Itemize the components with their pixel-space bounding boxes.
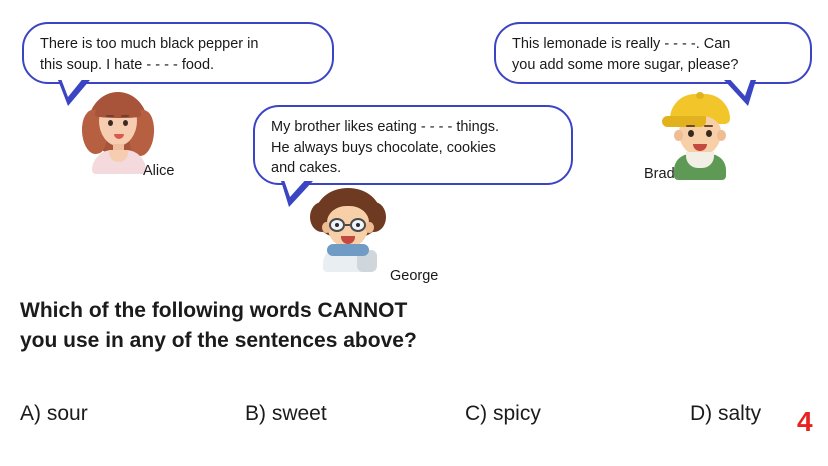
character-name-george: George [390, 268, 439, 284]
speech-bubble-george [253, 105, 573, 185]
eye-left [335, 223, 339, 227]
bubble-line: you add some more sugar, please? [512, 56, 739, 73]
bubble-line: There is too much black pepper in [40, 36, 259, 52]
speech-bubble-tail-fill-george [283, 177, 308, 197]
speech-bubble-alice [22, 22, 334, 84]
eye-left [108, 120, 113, 126]
answer-option-a[interactable]: A) sour [20, 402, 88, 425]
answer-option-d[interactable]: D) salty [690, 402, 762, 425]
character-name-alice: Alice [143, 163, 175, 179]
character-illustration-george [305, 186, 391, 278]
cap-button [696, 92, 704, 99]
question-text [20, 296, 560, 357]
character-name-brad: Brad [644, 166, 675, 182]
bubble-line: My brother likes eating - - - - things. [271, 119, 500, 135]
bubble-line: this soup. I hate - - - - food. [40, 56, 215, 73]
eyebrow-left [686, 125, 695, 127]
eyebrow-left [106, 115, 114, 117]
answer-option-b[interactable]: B) sweet [245, 402, 327, 425]
bubble-line: He always buys chocolate, cookies [271, 139, 496, 156]
ear-left [674, 130, 683, 141]
eyebrow-right [121, 115, 129, 117]
question-line-2: you use in any of the sentences above? [20, 329, 417, 353]
eye-right [706, 130, 712, 137]
question-line-1: Which of the following words CANNOT [20, 299, 408, 322]
eye-left [688, 130, 694, 137]
eye-right [123, 120, 128, 126]
eye-right [356, 223, 360, 227]
cap-brim [662, 116, 706, 127]
speech-bubble-tail-fill-brad [727, 76, 752, 96]
ear-right [365, 222, 374, 233]
eyebrow-right [704, 125, 713, 127]
bubble-line: This lemonade is really - - - -. Can [512, 36, 731, 52]
scarf [327, 244, 369, 256]
character-illustration-alice [78, 86, 158, 172]
answer-option-c[interactable]: C) spicy [465, 402, 541, 425]
glasses-bridge [345, 224, 350, 226]
bubble-line: and cakes. [271, 160, 342, 177]
speech-bubble-tail-fill-alice [60, 76, 85, 97]
speech-bubble-brad [494, 22, 812, 84]
page-number: 4 [797, 406, 813, 437]
ear-right [717, 130, 726, 141]
